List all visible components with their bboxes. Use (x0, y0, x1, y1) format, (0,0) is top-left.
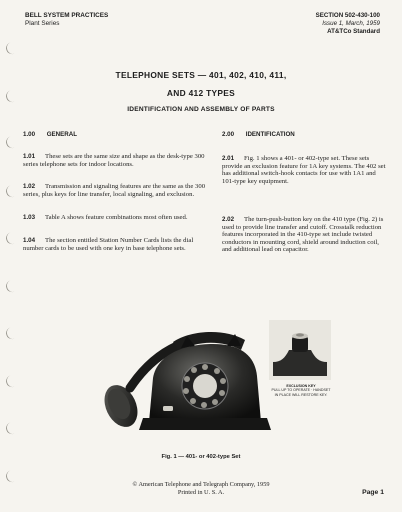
paragraph-text: These sets are the same size and shape as the desk-type 300 series telephone sets for indoor locations. (23, 153, 205, 168)
section-heading-number: 2.00 (222, 131, 235, 138)
punch-hole-mark (4, 40, 20, 56)
section-heading-number: 1.00 (23, 131, 36, 138)
exclusion-key-title: EXCLUSION KEY (286, 384, 316, 388)
punch-hole-mark (4, 278, 20, 294)
punch-hole-mark (4, 325, 20, 341)
paragraph-number: 2.02 (222, 216, 235, 223)
section-number: SECTION 502-430-100 (315, 12, 380, 19)
right-column (222, 131, 382, 139)
figure-caption: Fig. 1 — 401- or 402-type Set (161, 454, 241, 460)
section-heading-title: GENERAL (46, 131, 77, 138)
paragraph-number: 1.04 (23, 237, 36, 244)
exclusion-key-label (266, 384, 336, 397)
paragraph-2-02 (222, 216, 386, 254)
punch-hole-mark (4, 134, 20, 150)
paragraph-number: 1.02 (23, 183, 36, 190)
series-title: BELL SYSTEM PRACTICES (25, 12, 109, 19)
paragraph-1-04 (23, 237, 211, 252)
paragraph-text: The section entitled Station Number Cards lists the dial number cards to be used with one key in base telephone sets. (23, 237, 194, 252)
paragraph-text: Table A shows feature combinations most often used. (45, 214, 188, 221)
paragraph-1-01 (23, 153, 211, 168)
section-heading-title: IDENTIFICATION (245, 131, 295, 138)
page-number: Page 1 (362, 489, 384, 496)
paragraph-number: 1.01 (23, 153, 36, 160)
standard-label: AT&TCo Standard (327, 28, 380, 35)
exclusion-key-note-line1: PULL UP TO OPERATE · HANDSET (271, 388, 331, 393)
exclusion-key-note-line2: IN PLACE WILL RESTORE KEY. (274, 392, 328, 397)
paragraph-1-02 (23, 183, 211, 198)
document-title-line2: AND 412 TYPES (166, 88, 236, 98)
header-right (316, 12, 380, 36)
paragraph-text: Transmission and signaling features are the same as the 300 series, plus keys for line transfer, local signaling, and exclusion. (23, 183, 206, 198)
header-left (25, 12, 108, 28)
exclusion-key-detail (269, 320, 331, 380)
section-heading-identification (222, 131, 382, 139)
punch-hole-mark (4, 420, 20, 436)
document-title-line1: TELEPHONE SETS — 401, 402, 410, 411, (115, 70, 287, 80)
paragraph-2-01 (222, 155, 386, 185)
paragraph-number: 1.03 (23, 214, 36, 221)
printed-in: Printed in U. S. A. (177, 489, 225, 496)
exclusion-key-button (163, 406, 173, 411)
left-column (23, 131, 209, 139)
document-subtitle: IDENTIFICATION AND ASSEMBLY OF PARTS (127, 106, 275, 113)
punch-hole-mark (4, 230, 20, 246)
telephone-base-skirt (139, 418, 271, 430)
series-subtitle: Plant Series (25, 20, 60, 28)
paragraph-text: Fig. 1 shows a 401- or 402-type set. These sets provide an exclusion feature for 1A key systems. The 402 set has additional switch-hook contacts for use with 1A1 and 101-type key equipment. (222, 155, 386, 185)
paragraph-text: The turn-push-button key on the 410 type (Fig. 2) is used to provide line transfer and cutoff. Crosstalk reduction features incorporated in the 410-type set include twisted conductors in mounting cord, shield around induction coil, and additional lead on capacitor. (222, 216, 384, 254)
paragraph-number: 2.01 (222, 155, 235, 162)
rotary-dial-icon (182, 363, 228, 409)
paragraph-1-03 (23, 214, 211, 222)
punch-hole-mark (4, 183, 20, 199)
punch-hole-mark (4, 373, 20, 389)
section-heading-general (23, 131, 209, 139)
copyright-notice: © American Telephone and Telegraph Company, 1959 (132, 481, 270, 488)
issue-date: Issue 1, March, 1959 (322, 20, 380, 27)
